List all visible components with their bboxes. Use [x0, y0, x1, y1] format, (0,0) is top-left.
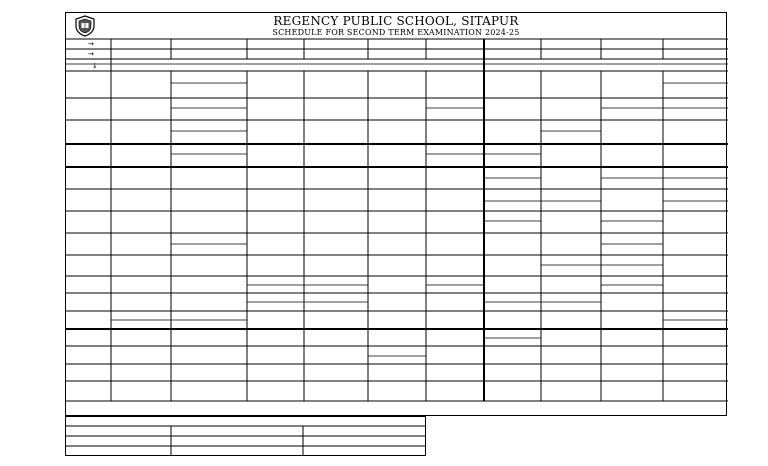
arrow-right-icon: → [88, 50, 94, 58]
arrow-right-icon: → [88, 40, 94, 48]
footer-table [65, 416, 426, 456]
schedule-title: SCHEDULE FOR SECOND TERM EXAMINATION 2024-25 [272, 28, 520, 37]
schedule-grid [66, 13, 728, 417]
arrow-down-icon: ↓ [92, 62, 98, 70]
school-name: REGENCY PUBLIC SCHOOL, SITAPUR [273, 14, 519, 28]
exam-schedule-sheet [65, 12, 727, 416]
